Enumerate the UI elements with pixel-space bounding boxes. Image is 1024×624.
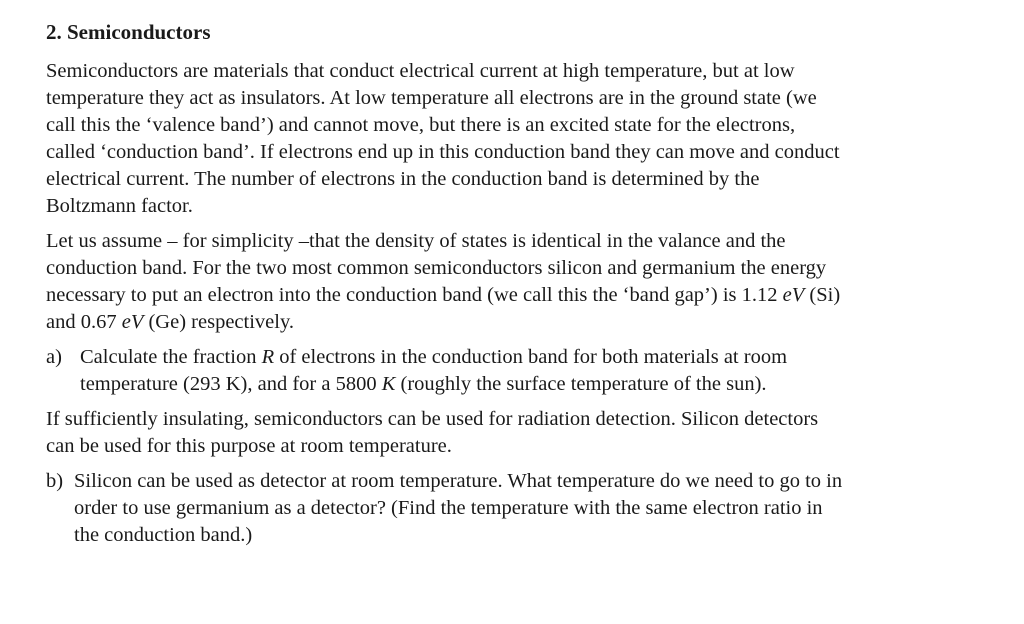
text-segment: temperature (293 K), and for a 5800 <box>80 373 382 395</box>
text-line: the conduction band.) <box>74 524 253 546</box>
intro-paragraph <box>46 58 1006 220</box>
question-b <box>46 468 1006 549</box>
text-line: can be used for this purpose at room temperature. <box>46 435 452 457</box>
variable-r: R <box>261 346 275 368</box>
text-segment: of electrons in the conduction band for both materials at room <box>274 346 788 368</box>
unit-k: K <box>381 373 396 395</box>
question-body <box>46 468 1006 549</box>
text-segment: (roughly the surface temperature of the sun). <box>395 373 767 395</box>
text-line <box>46 309 1006 336</box>
text-line: Semiconductors are materials that conduct electrical current at high temperature, but at low <box>46 60 795 82</box>
section-heading: 2. Semiconductors <box>46 20 211 44</box>
text-line: Boltzmann factor. <box>46 195 193 217</box>
text-line: called ‘conduction band’. If electrons end up in this conduction band they can move and conduct <box>46 141 840 163</box>
unit-ev: eV <box>121 311 144 333</box>
unit-ev: eV <box>782 284 805 306</box>
text-line: conduction band. For the two most common semiconductors silicon and germanium the energy <box>46 257 827 279</box>
text-line: Silicon can be used as detector at room temperature. What temperature do we need to go to in <box>74 470 843 492</box>
text-line: Let us assume – for simplicity –that the density of states is identical in the valance and the <box>46 230 786 252</box>
text-segment: necessary to put an electron into the conduction band (we call this the ‘band gap’) is 1.12 <box>46 284 783 306</box>
text-segment: (Si) <box>804 284 841 306</box>
question-marker: b) <box>46 470 64 492</box>
text-line <box>80 344 1006 371</box>
detection-paragraph <box>46 406 1006 460</box>
text-line: temperature they act as insulators. At low temperature all electrons are in the ground state (we <box>46 87 817 109</box>
text-line: If sufficiently insulating, semiconductors can be used for radiation detection. Silicon detectors <box>46 408 819 430</box>
assumption-paragraph <box>46 228 1006 336</box>
text-segment: Calculate the fraction <box>80 346 262 368</box>
text-line: order to use germanium as a detector? (Find the temperature with the same electron ratio in <box>74 497 823 519</box>
question-marker: a) <box>46 346 62 368</box>
text-segment: (Ge) respectively. <box>143 311 294 333</box>
text-line: call this the ‘valence band’) and cannot move, but there is an excited state for the electrons, <box>46 114 796 136</box>
text-line: electrical current. The number of electrons in the conduction band is determined by the <box>46 168 760 190</box>
text-line <box>80 371 1006 398</box>
question-a <box>46 344 1006 398</box>
text-segment: and 0.67 <box>46 311 122 333</box>
question-body <box>46 344 1006 398</box>
document-page <box>46 18 1006 557</box>
text-line <box>46 282 1006 309</box>
